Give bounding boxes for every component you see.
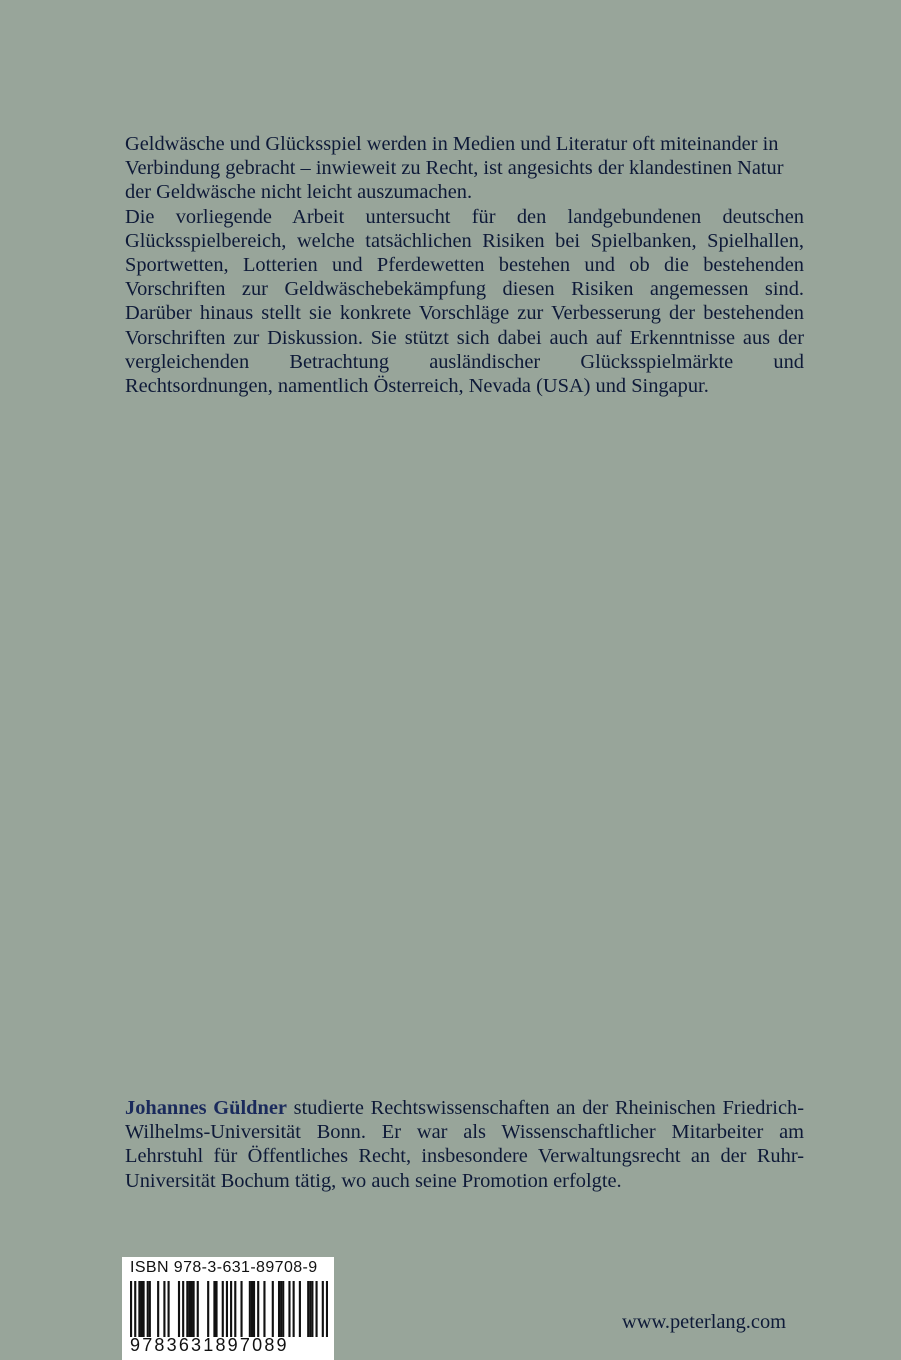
barcode-bar	[249, 1281, 251, 1337]
barcode-bar	[134, 1281, 136, 1337]
barcode-bar	[288, 1281, 290, 1337]
barcode-bar	[311, 1281, 313, 1337]
barcode-bar	[147, 1281, 149, 1337]
barcode-bar	[322, 1281, 324, 1337]
barcode-bar	[138, 1281, 140, 1337]
isbn-barcode-label	[122, 1257, 334, 1360]
back-cover-blurb	[125, 132, 804, 398]
barcode-bar	[140, 1281, 142, 1337]
barcode-bar	[263, 1281, 265, 1337]
barcode-bar	[222, 1281, 224, 1337]
barcode-bar	[309, 1281, 311, 1337]
barcode-bar	[190, 1281, 192, 1337]
blurb-paragraph-2: Die vorliegende Arbeit untersucht für den landgebundenen deutschen Glücksspielbereich, welche tatsächlichen Risiken bei Spielbanken, Spielhallen, Sportwetten, Lotterien und Pferdewetten bestehen und ob die bestehenden Vorschriften zur Geldwäschebekämpfung diesen Risiken angemessen sind. Darüber hinaus stellt sie konkrete Vorschläge zur Verbesserung der bestehenden Vorschriften zur Diskussion. Sie stützt sich dabei auch auf Erkenntnisse aus der vergleichenden Betrachtung ausländischer Glücksspielmärkte und Rechtsordnungen, namentlich Österreich, Nevada (USA) und Singapur.	[125, 205, 804, 398]
barcode-bar	[213, 1281, 215, 1337]
barcode-bar	[272, 1281, 274, 1337]
barcode-bar	[293, 1281, 295, 1337]
barcode-bar	[193, 1281, 195, 1337]
barcode-bar	[143, 1281, 145, 1337]
barcode-bar	[282, 1281, 284, 1337]
barcode-digits: 9783631897089	[130, 1335, 289, 1355]
author-name: Johannes Güldner	[125, 1097, 287, 1119]
barcode-bar	[188, 1281, 190, 1337]
barcode-bar	[326, 1281, 328, 1337]
barcode-bar	[315, 1281, 317, 1337]
barcode-bar	[280, 1281, 282, 1337]
author-bio	[125, 1096, 804, 1193]
barcode-bar	[157, 1281, 159, 1337]
barcode-bar	[278, 1281, 280, 1337]
barcode-bar	[240, 1281, 242, 1337]
barcode-bar	[230, 1281, 232, 1337]
barcode-bar	[149, 1281, 151, 1337]
barcode-bar	[253, 1281, 255, 1337]
barcode-bar	[163, 1281, 165, 1337]
blurb-paragraph-1: Geldwäsche und Glücksspiel werden in Medien und Literatur oft miteinander in Verbindung gebracht – inwieweit zu Recht, ist angesichts der klandestinen Natur der Geldwäsche nicht leicht auszumachen.	[125, 133, 784, 204]
barcode-bar	[178, 1281, 180, 1337]
publisher-website: www.peterlang.com	[622, 1311, 787, 1333]
barcode	[130, 1281, 328, 1337]
barcode-bar	[307, 1281, 309, 1337]
barcode-bar	[130, 1281, 132, 1337]
barcode-bar	[226, 1281, 228, 1337]
isbn-number: ISBN 978-3-631-89708-9	[130, 1259, 318, 1276]
barcode-bar	[186, 1281, 188, 1337]
barcode-bar	[207, 1281, 209, 1337]
barcode-bar	[234, 1281, 236, 1337]
barcode-bar	[182, 1281, 184, 1337]
barcode-bar	[168, 1281, 170, 1337]
barcode-bar	[251, 1281, 253, 1337]
barcode-bar	[197, 1281, 199, 1337]
barcode-bar	[299, 1281, 301, 1337]
barcode-bar	[215, 1281, 217, 1337]
author-bio-text: studierte Rechtswissenschaften an der Rheinischen Friedrich-Wilhelms-Universität Bonn. Er war als Wissenschaftlicher Mitarbeiter am Lehrstuhl für Öffentliches Recht, insbesondere Verwaltungsrecht an der Ruhr-Universität Bochum tätig, wo auch seine Promotion erfolgte.	[125, 1097, 804, 1192]
barcode-bar	[257, 1281, 259, 1337]
